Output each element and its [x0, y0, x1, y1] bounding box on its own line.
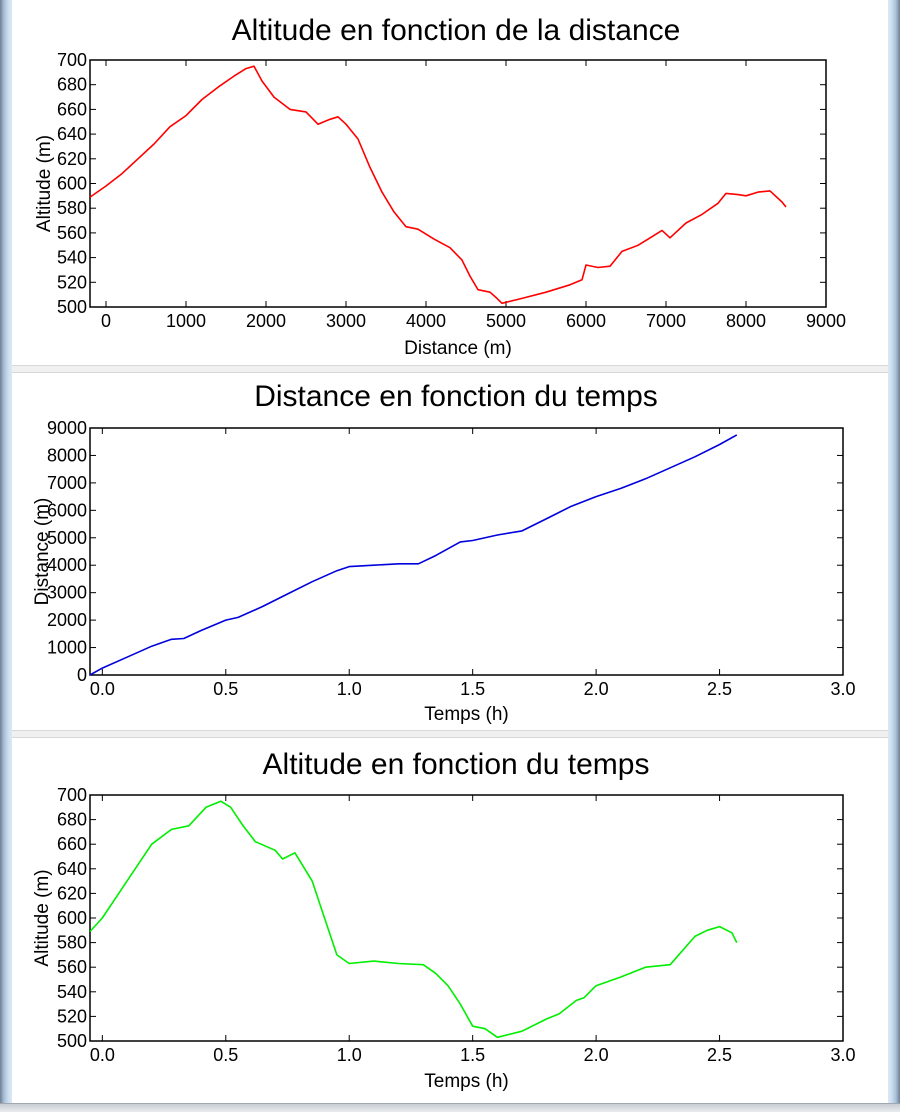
- x-tick-label: 9000: [805, 311, 847, 331]
- chart-title: Distance en fonction du temps: [254, 380, 658, 413]
- x-tick-label: 0: [100, 311, 112, 331]
- chart-altitude-distance: [12, 0, 888, 365]
- y-tick-label: 6000: [46, 500, 87, 521]
- y-axis-label: Altitude (m): [32, 869, 53, 967]
- x-tick-label: 3000: [325, 311, 367, 331]
- x-tick-label: 7000: [645, 311, 687, 331]
- y-tick-label: 5000: [46, 527, 87, 548]
- x-tick-label: 0.5: [213, 679, 239, 699]
- y-tick-label: 680: [56, 809, 87, 830]
- x-tick-label: 6000: [565, 311, 607, 331]
- y-axis-label: Distance (m): [32, 497, 53, 606]
- x-tick-label: 1.5: [460, 1045, 486, 1065]
- chart-title: Altitude en fonction de la distance: [231, 14, 681, 47]
- y-tick-label: 600: [56, 908, 87, 928]
- y-tick-label: 500: [56, 1031, 87, 1051]
- x-tick-label: 8000: [725, 311, 767, 331]
- window-border-bottom: [0, 1103, 900, 1112]
- x-axis-label: Distance (m): [404, 338, 512, 359]
- x-tick-label: 1.0: [336, 1045, 362, 1065]
- x-tick-label: 1000: [165, 311, 207, 331]
- y-tick-label: 1000: [46, 637, 87, 658]
- x-tick-label: 0.5: [213, 1045, 239, 1065]
- x-tick-label: 3.0: [830, 679, 856, 699]
- x-tick-label: 3.0: [830, 1045, 856, 1065]
- x-tick-label: 4000: [405, 311, 447, 331]
- x-tick-label: 2.0: [583, 1045, 609, 1065]
- chart-distance-time: [12, 373, 888, 728]
- y-tick-label: 9000: [46, 418, 87, 438]
- y-tick-label: 580: [56, 932, 87, 953]
- y-tick-label: 520: [56, 1006, 87, 1027]
- y-tick-label: 700: [56, 785, 87, 805]
- chart-panel-altitude-time: [12, 738, 888, 1100]
- chart-panel-distance-time: [12, 373, 888, 728]
- x-tick-label: 1.0: [336, 679, 362, 699]
- y-tick-label: 560: [56, 222, 87, 243]
- y-tick-label: 640: [56, 124, 87, 145]
- y-tick-label: 2000: [46, 610, 87, 631]
- y-tick-label: 580: [56, 198, 87, 219]
- window-border-right: [888, 0, 900, 1112]
- y-tick-label: 8000: [46, 445, 87, 466]
- y-tick-label: 660: [56, 99, 87, 120]
- x-axis-label: Temps (h): [424, 1071, 509, 1092]
- window-border-left: [0, 0, 12, 1112]
- y-tick-label: 0: [76, 665, 87, 685]
- y-tick-label: 500: [56, 297, 87, 317]
- y-tick-label: 520: [56, 272, 87, 293]
- y-axis-label: Altitude (m): [34, 134, 55, 233]
- plot-area: [90, 60, 826, 307]
- y-tick-label: 7000: [46, 472, 87, 493]
- panel-separator: [12, 365, 888, 373]
- y-tick-label: 3000: [46, 582, 87, 603]
- x-tick-label: 2.5: [707, 679, 733, 699]
- panel-separator: [12, 730, 888, 738]
- x-tick-label: 2.0: [583, 679, 609, 699]
- y-tick-label: 560: [56, 957, 87, 978]
- y-tick-label: 700: [56, 50, 87, 70]
- y-tick-label: 660: [56, 834, 87, 855]
- y-tick-label: 640: [56, 858, 87, 879]
- y-tick-label: 620: [56, 148, 87, 169]
- y-tick-label: 540: [56, 247, 87, 268]
- chart-title: Altitude en fonction du temps: [262, 748, 650, 781]
- y-tick-label: 620: [56, 883, 87, 904]
- chart-panel-altitude-distance: [12, 0, 888, 365]
- chart-altitude-time: [12, 738, 888, 1100]
- plot-area: [90, 428, 843, 675]
- x-tick-label: 2.5: [707, 1045, 733, 1065]
- x-tick-label: 0.0: [89, 1045, 115, 1065]
- y-tick-label: 680: [56, 74, 87, 95]
- x-tick-label: 0.0: [89, 679, 115, 699]
- x-tick-label: 2000: [245, 311, 287, 331]
- x-axis-label: Temps (h): [424, 704, 509, 725]
- y-tick-label: 4000: [46, 555, 87, 576]
- x-tick-label: 5000: [485, 311, 527, 331]
- x-tick-label: 1.5: [460, 679, 486, 699]
- y-tick-label: 600: [56, 173, 87, 194]
- y-tick-label: 540: [56, 981, 87, 1002]
- plot-area: [90, 795, 843, 1041]
